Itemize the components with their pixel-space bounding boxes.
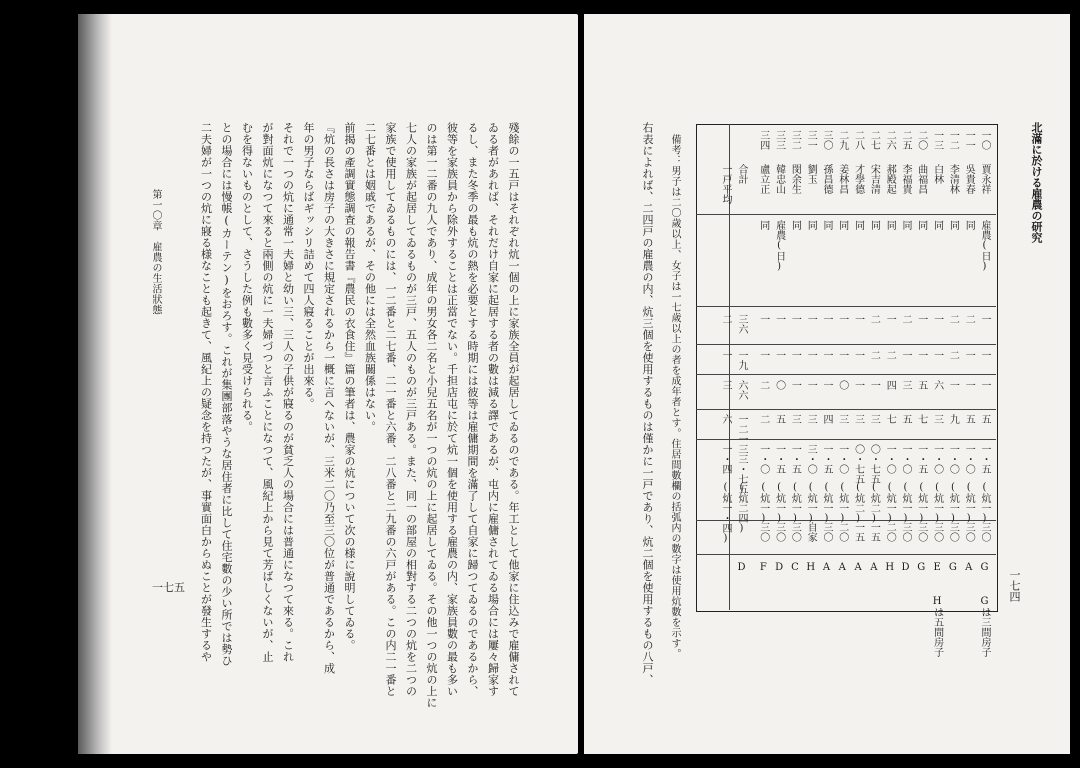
table-cell-c3: 一	[852, 380, 864, 390]
table-cell-name: 曲福昌	[915, 164, 927, 194]
table-cell-type: 雇農(日)	[773, 220, 785, 272]
total-value: 一九	[736, 350, 747, 370]
table-cell-size: 三〇	[963, 522, 975, 542]
table-cell-size: 三〇	[931, 522, 943, 542]
average-value: (炕一・四)	[720, 482, 731, 544]
page-binding-shadow	[78, 14, 112, 754]
table-cell-area: 一・五	[789, 444, 801, 474]
table-cell-dims: (炕一)	[931, 482, 943, 524]
table-cell-c4: 五	[900, 414, 911, 424]
total-value: 一二一	[736, 414, 747, 444]
text-column: 七人の家族が起居してゐるものが三戸、五人のものが三戸ある。また、同一の部屋の相對する二つの炕を二つの	[404, 122, 418, 697]
table-cell-grade: A	[868, 562, 880, 573]
table-cell-dims: (炕一)	[821, 482, 832, 524]
table-cell-dims: (炕一)	[773, 482, 785, 524]
table-note: 備考：男子は二〇歲以上、女子は一七歲以上の者を成年者とす。住居間數欄の括弧内の數字は使用炕數を示す。	[669, 134, 680, 659]
total-label: 合計	[736, 164, 747, 184]
average-value: 六	[720, 414, 731, 424]
table-divider	[696, 374, 996, 375]
table-cell-dims: (炕一)	[900, 482, 911, 524]
table-cell-area: 一・五	[979, 444, 990, 474]
table-cell-c3: 一	[979, 380, 990, 390]
table-cell-area: 一・〇	[947, 444, 959, 474]
table-cell-name: 李福貴	[900, 164, 911, 194]
table-cell-name: 韓忠山	[773, 164, 785, 194]
text-column: それで一つの炕に通常一夫婦と幼い三、三人の子供が寢るのが貧乏人の場合には普通になつて來る。これ	[281, 122, 295, 663]
table-remark: Gは三間房子	[979, 596, 990, 657]
table-cell-area: 一・〇	[900, 444, 911, 474]
table-cell-type: 同	[868, 220, 880, 230]
table-cell-c4: 九	[947, 414, 959, 424]
table-cell-c1: 一	[773, 314, 785, 324]
table-cell-dims: (炕一)	[789, 482, 801, 524]
body-text: 右表によれば、二四戸の雇農の内、炕三個を使用するものは僅かに一戸であり、炕二個を使用するもの八戸、	[641, 122, 654, 686]
text-column: 彼等を家族員から除外することは正當でない。千担店屯に於て炕一個を使用する雇農の内、家族員數の最も多い	[445, 122, 459, 697]
table-cell-c3: 一	[805, 380, 817, 390]
table-cell-size: 三〇	[979, 522, 990, 542]
right-book-page	[584, 14, 1070, 754]
table-cell-type: 同	[805, 220, 817, 230]
table-cell-c2: 二	[868, 350, 880, 360]
table-cell-c1: 一	[931, 314, 943, 324]
table-cell-size: 一五	[868, 522, 880, 542]
table-cell-name: 盧立正	[757, 164, 769, 194]
page-number-left: 一七五	[152, 581, 185, 594]
total-grade: D	[736, 562, 747, 573]
average-value: 一	[720, 350, 731, 360]
table-cell-name: 吳貴春	[963, 164, 975, 194]
table-cell-grade: F	[757, 562, 769, 573]
table-cell-size: 自家	[805, 522, 817, 542]
table-cell-grade: A	[852, 562, 864, 573]
table-cell-grade: D	[773, 562, 785, 573]
table-cell-c1: 一	[789, 314, 801, 324]
table-cell-area: 〇・七五	[852, 444, 864, 484]
table-cell-c4: 七	[884, 414, 896, 424]
table-cell-no: 三二	[789, 130, 801, 150]
text-column: との場合には慢帳(カーテン)をおろす。これが集團部落やうな居住者に比して住宅數の少い所では勢ひ	[220, 122, 233, 667]
table-cell-dims: (炕一)	[805, 482, 817, 524]
table-divider	[696, 554, 996, 555]
table-cell-c2: 一	[773, 350, 785, 360]
table-cell-c1: 一	[884, 314, 896, 324]
table-cell-dims: (炕二)	[852, 482, 864, 524]
table-cell-dims: (炕一)	[947, 482, 959, 524]
text-column: のは第一二番の九人であり、成年の男女各二名と小兒五名が一つの炕の上に起居してゐる。その他一つの炕の上に	[425, 122, 438, 709]
table-cell-type: 同	[931, 220, 943, 230]
text-column: むを得ないものとして、さうした例も數多く見受けられる。	[240, 122, 254, 433]
total-value: 三三・七五	[736, 444, 747, 494]
table-divider	[696, 344, 996, 345]
table-cell-c4: 三	[789, 414, 801, 424]
table-cell-c3: 一	[821, 380, 832, 390]
table-cell-c2: 一	[931, 350, 943, 360]
table-cell-size: 三〇	[757, 522, 769, 542]
table-cell-c3: 二	[757, 380, 769, 390]
page-number-right: 一七四	[1008, 569, 1021, 602]
text-column: 『炕の長さは房子の大きさに規定されるから一概に言へないが、三米二〇乃至三〇位が普通であるから、成	[322, 122, 336, 674]
table-cell-name: 才學德	[852, 164, 864, 194]
table-cell-c1: 一	[979, 314, 990, 324]
table-cell-c4: 三	[805, 414, 817, 424]
table-cell-c3: 〇	[836, 380, 848, 390]
table-cell-size: 三〇	[900, 522, 911, 542]
table-cell-no: 一三	[931, 130, 943, 150]
table-cell-grade: G	[915, 562, 927, 573]
table-cell-no: 一一	[963, 130, 975, 150]
table-cell-area: 一・〇	[884, 444, 896, 474]
table-cell-c1: 二	[963, 314, 975, 324]
table-cell-dims: (炕一)	[836, 482, 848, 524]
table-cell-no: 二八	[852, 130, 864, 150]
table-cell-type: 雇農(日)	[979, 220, 990, 272]
table-cell-c4: 三	[836, 414, 848, 424]
table-divider	[696, 306, 996, 307]
table-cell-area: 一・〇	[931, 444, 943, 474]
table-cell-dims: (炕一)	[757, 482, 769, 524]
table-cell-type: 同	[963, 220, 975, 230]
table-cell-c2: 一	[821, 350, 832, 360]
table-cell-c2: 二	[947, 350, 959, 360]
table-cell-c1: 二	[947, 314, 959, 324]
table-cell-no: 一〇	[979, 130, 990, 150]
table-cell-no: 三三	[773, 130, 785, 150]
table-cell-grade: A	[963, 562, 975, 573]
table-cell-name: 孫昌德	[821, 164, 832, 194]
table-cell-c3: 一	[947, 380, 959, 390]
table-cell-grade: A	[836, 562, 848, 573]
table-cell-area: 三・〇	[805, 444, 817, 474]
table-cell-area: 一・〇	[757, 444, 769, 474]
table-cell-c3: 一	[789, 380, 801, 390]
table-cell-dims: (炕一)	[963, 482, 975, 524]
table-cell-size: 三〇	[947, 522, 959, 542]
table-cell-c3: 一	[868, 380, 880, 390]
table-cell-area: 〇・七五	[868, 444, 880, 484]
table-cell-c4: 二	[757, 414, 769, 424]
table-cell-c1: 一	[915, 314, 927, 324]
table-cell-no: 二五	[900, 130, 911, 150]
table-cell-grade: G	[947, 562, 959, 573]
table-cell-name: 白林	[931, 164, 943, 184]
table-cell-dims: (炕一)	[915, 482, 927, 524]
table-cell-type: 同	[852, 220, 864, 230]
table-cell-c1: 一	[821, 314, 832, 324]
table-cell-name: 閔余生	[789, 164, 801, 194]
table-cell-c1: 一	[836, 314, 848, 324]
table-cell-grade: G	[979, 562, 990, 573]
table-cell-size: 三〇	[773, 522, 785, 542]
table-cell-type: 同	[836, 220, 848, 230]
table-cell-c1: 二	[868, 314, 880, 324]
table-cell-area: 一・〇	[963, 444, 975, 474]
table-cell-c1: 二	[900, 314, 911, 324]
text-column: 前揭の產調實態調査の報告書『農民の衣食住』篇の筆者は、農家の炕について次の様に說明してゐる。	[343, 122, 356, 651]
table-cell-type: 同	[884, 220, 896, 230]
total-value: 三六	[736, 314, 747, 334]
average-value: 三	[720, 380, 731, 390]
average-value: 一・四	[720, 444, 731, 474]
table-cell-no: 三一	[805, 130, 817, 150]
table-cell-area: 一・五	[773, 444, 785, 474]
table-cell-c2: 一	[789, 350, 801, 360]
table-cell-type: 同	[900, 220, 911, 230]
table-cell-c3: 一	[963, 380, 975, 390]
table-cell-size: 三〇	[789, 522, 801, 542]
table-cell-no: 二〇	[915, 130, 927, 150]
table-cell-c4: 三	[931, 414, 943, 424]
table-cell-no: 二七	[868, 130, 880, 150]
table-cell-c4: 五	[773, 414, 785, 424]
table-cell-c3: 六	[931, 380, 943, 390]
table-divider	[696, 214, 996, 215]
table-cell-grade: D	[900, 562, 911, 573]
table-cell-c2: 一	[979, 350, 990, 360]
table-cell-grade: H	[884, 562, 896, 573]
table-cell-type: 同	[915, 220, 927, 230]
total-value: 六六	[736, 380, 747, 400]
table-cell-c3: 四	[884, 380, 896, 390]
text-column: 二七番とは姻戚であるが、その他には全然血族關係はない。	[363, 122, 377, 433]
table-cell-c2: 一	[900, 350, 911, 360]
running-header: 北滿に於ける雇農の研究	[1030, 122, 1043, 243]
table-cell-c2: 一	[757, 350, 769, 360]
table-cell-c3: 五	[915, 380, 927, 390]
table-cell-c2: 一	[915, 350, 927, 360]
table-cell-type: 同	[821, 220, 832, 230]
table-cell-dims: (炕一)	[884, 482, 896, 524]
average-value: 二	[720, 314, 731, 324]
table-cell-c4: 五	[963, 414, 975, 424]
table-cell-c4: 三	[868, 414, 880, 424]
table-cell-grade: H	[805, 562, 817, 573]
table-cell-no: 一二	[947, 130, 959, 150]
table-cell-no: 二六	[884, 130, 896, 150]
table-cell-size: 三〇	[915, 522, 927, 542]
table-cell-c4: 四	[821, 414, 832, 424]
table-cell-size: 二〇	[836, 522, 848, 542]
text-column: 二夫婦が一つの炕に寢る様なことも起きて、風紀上の疑念を持つたが、事實面白からぬことが發生するや	[199, 122, 213, 663]
table-cell-size: 三〇	[821, 522, 832, 542]
table-cell-c2: 一	[836, 350, 848, 360]
left-book-page	[78, 14, 578, 754]
average-label: 一戸平均	[720, 164, 731, 204]
table-cell-name: 郝殿起	[884, 164, 896, 194]
table-cell-area: 一・五	[915, 444, 927, 474]
table-remark: Hは五間房子	[931, 596, 943, 657]
table-cell-name: 賈永祥	[979, 164, 990, 194]
table-cell-c2: 一	[805, 350, 817, 360]
table-cell-grade: C	[789, 562, 801, 573]
table-cell-type: 同	[789, 220, 801, 230]
text-column: 家族で使用してゐるものには、一二番と二七番、二一番と六番、二八番と二九番の六戸がある。この内二一番と	[384, 122, 397, 697]
table-cell-no: 二九	[836, 130, 848, 150]
table-cell-c1: 一	[757, 314, 769, 324]
text-column: 殘餘の一五戸はそれぞれ炕一個の上に家族全員が起居してゐるのである。年工として他家に住込みで雇傭されて	[507, 122, 520, 697]
table-cell-name: 姜林昌	[836, 164, 848, 194]
chapter-footer: 第一〇章 雇農の生活狀態	[150, 189, 161, 315]
table-cell-type: 同	[947, 220, 959, 230]
table-cell-name: 宋吉清	[868, 164, 880, 194]
total-value: (炕二四)	[736, 482, 747, 534]
table-cell-dims: (炕一)	[979, 482, 990, 524]
table-cell-c1: 一	[852, 314, 864, 324]
table-cell-name: 劉玉	[805, 164, 817, 184]
table-cell-type: 同	[757, 220, 769, 230]
text-column: るし、また冬季の最も炕の熱を必要とする時期には彼等は雇傭期間を滿了して自家に歸つてゐるのであるから、	[466, 122, 479, 697]
table-cell-size: 二〇	[884, 522, 896, 542]
table-cell-no: 三〇	[821, 130, 832, 150]
table-cell-size: 一五	[852, 522, 864, 542]
table-cell-c1: 一	[805, 314, 817, 324]
text-column: ゐる者があれば、それだけ自家に起居する者の數は減る譯であるが、屯内に雇傭されてゐる場合には屢々歸家す	[486, 122, 500, 697]
text-column: 年の男子ならばギッシリ詰めて四人寢ることが出來る。	[302, 122, 315, 410]
table-cell-area: 一・五	[821, 444, 832, 474]
table-cell-area: 一・〇	[836, 444, 848, 474]
table-cell-c4: 三	[852, 414, 864, 424]
table-cell-no: 三四	[757, 130, 769, 150]
table-cell-dims: (炕二)	[868, 482, 880, 524]
table-cell-grade: E	[931, 562, 943, 573]
table-cell-c2: 一	[963, 350, 975, 360]
table-cell-grade: A	[821, 562, 832, 573]
table-divider	[696, 409, 996, 410]
text-column: が對面炕になつて來ると兩側の炕に一夫婦づつと言ふことになつて、風紀上から見て芳ばしくないが、止	[261, 122, 274, 663]
table-cell-name: 李清林	[947, 164, 959, 194]
table-cell-c2: 二	[884, 350, 896, 360]
table-cell-c4: 七	[915, 414, 927, 424]
table-cell-c3: 〇	[773, 380, 785, 390]
table-cell-c4: 五	[979, 414, 990, 424]
table-cell-c3: 三	[900, 380, 911, 390]
table-cell-c2: 一	[852, 350, 864, 360]
